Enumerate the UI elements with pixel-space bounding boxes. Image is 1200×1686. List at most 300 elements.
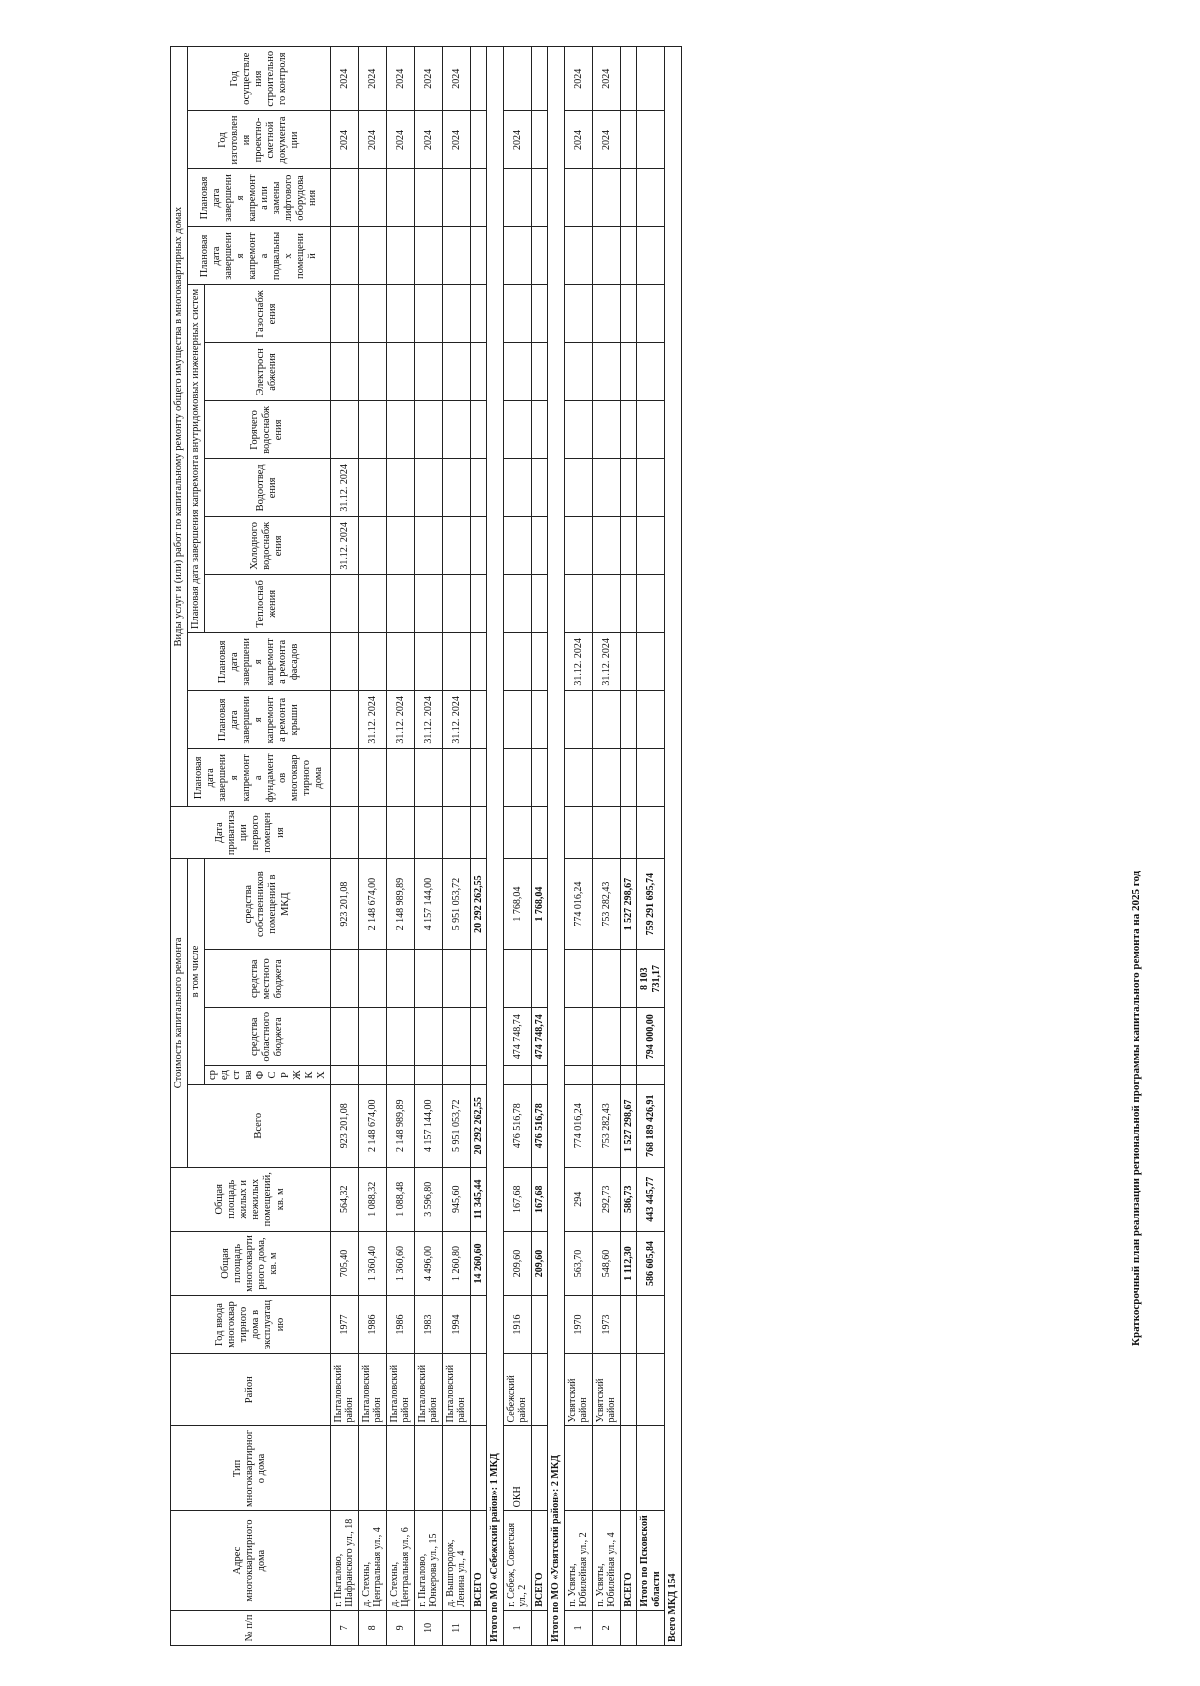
cell-hot — [442, 401, 470, 459]
cell-sewer — [592, 459, 620, 517]
cell-area-total: 209,60 — [503, 1231, 531, 1295]
cell-area-total: 705,40 — [330, 1231, 358, 1295]
header-works-group: Виды услуг и (или) работ по капитальному ремонту общего имущества в многоквартирных домах — [171, 47, 188, 807]
cell-area-rooms: 3 596,80 — [414, 1167, 442, 1231]
cell-gas — [531, 285, 548, 343]
cell-area-rooms: 443 445,77 — [637, 1167, 665, 1231]
cell-year — [637, 1296, 665, 1354]
cell-local — [531, 950, 548, 1008]
cell-owners: 753 282,43 — [592, 859, 620, 950]
cell-found — [442, 749, 470, 807]
cell-privat — [503, 807, 531, 859]
cell-fsr — [386, 1066, 414, 1085]
cell-roof — [637, 691, 665, 749]
cell-hot — [637, 401, 665, 459]
cell-local — [503, 950, 531, 1008]
cell-gas — [386, 285, 414, 343]
cell-area-rooms: 167,68 — [503, 1167, 531, 1231]
cell-owners: 774 016,24 — [564, 859, 592, 950]
cell-total: 5 951 053,72 — [442, 1084, 470, 1167]
cell-address: г. Себеж, Советская ул., 2 — [503, 1511, 531, 1610]
header-found: Плановая дата завершения капремонта фундаментов многоквартирного дома — [188, 749, 331, 807]
cell-elec — [358, 343, 386, 401]
cell-owners: 759 291 695,74 — [637, 859, 665, 950]
cell-gas — [414, 285, 442, 343]
cell-roof — [503, 691, 531, 749]
cell-heat — [358, 575, 386, 633]
cell-district — [531, 1354, 548, 1426]
cell-regional — [592, 1008, 620, 1066]
cell-basement — [503, 227, 531, 285]
cell-roof — [592, 691, 620, 749]
cell-gas — [442, 285, 470, 343]
cell-area-total: 586 605,84 — [637, 1231, 665, 1295]
cell-district — [637, 1354, 665, 1426]
cell-district: Пыталовский район — [414, 1354, 442, 1426]
cell-found — [620, 749, 637, 807]
cell-privat — [620, 807, 637, 859]
cell-address: г. Пыталово, Юнкерова ул., 15 — [414, 1511, 442, 1610]
cell-year — [470, 1296, 487, 1354]
table-body — [330, 47, 681, 1646]
cell-heat — [620, 575, 637, 633]
cell-privat — [330, 807, 358, 859]
cell-roof — [531, 691, 548, 749]
cell-num: 9 — [386, 1610, 414, 1645]
cell-basement — [414, 227, 442, 285]
cell-regional — [442, 1008, 470, 1066]
section-label: Итого по МО «Себежский район»: 1 МКД — [487, 47, 504, 1646]
cell-address: д. Вышгородок, Ленина ул., 4 — [442, 1511, 470, 1610]
cell-district — [620, 1354, 637, 1426]
cell-regional — [358, 1008, 386, 1066]
cell-regional — [470, 1008, 487, 1066]
cell-owners: 923 201,08 — [330, 859, 358, 950]
cell-hot — [620, 401, 637, 459]
cell-address: д. Стехны, Центральная ул., 4 — [358, 1511, 386, 1610]
cell-cold — [442, 517, 470, 575]
cell-area-rooms: 292,73 — [592, 1167, 620, 1231]
cell-found — [503, 749, 531, 807]
cell-year: 1977 — [330, 1296, 358, 1354]
cell-control: 2024 — [358, 47, 386, 112]
cell-area-rooms: 294 — [564, 1167, 592, 1231]
cell-year: 1973 — [592, 1296, 620, 1354]
section-row — [548, 47, 565, 1646]
cell-sewer — [414, 459, 442, 517]
header-roof: Плановая дата завершения капремонта ремонта крыши — [188, 691, 331, 749]
header-cost-group: Стоимость капитального ремонта — [171, 859, 188, 1168]
cell-district: Себежский район — [503, 1354, 531, 1426]
cell-facade — [470, 633, 487, 691]
cell-owners: 4 157 144,00 — [414, 859, 442, 950]
cell-found — [564, 749, 592, 807]
cell-total: 476 516,78 — [531, 1084, 548, 1167]
cell-area-total: 1 260,80 — [442, 1231, 470, 1295]
cell-district: Пыталовский район — [330, 1354, 358, 1426]
cell-elec — [503, 343, 531, 401]
header-basement: Плановая дата завершения капремонта подвальных помещений — [188, 227, 331, 285]
cell-roof — [564, 691, 592, 749]
cell-area-total: 1 112,30 — [620, 1231, 637, 1295]
cell-roof — [470, 691, 487, 749]
cell-sewer: 31.12. 2024 — [330, 459, 358, 517]
cell-control: 2024 — [564, 47, 592, 112]
cell-address: ВСЕГО — [470, 1511, 487, 1610]
cell-control — [503, 47, 531, 112]
cell-type — [442, 1426, 470, 1511]
cell-elec — [620, 343, 637, 401]
cell-roof: 31.12. 2024 — [442, 691, 470, 749]
cell-local — [442, 950, 470, 1008]
header-eng-group: Плановая дата завершения капремонта внутридомовых инженерных систем — [188, 285, 205, 633]
cell-basement — [470, 227, 487, 285]
cell-type — [358, 1426, 386, 1511]
repair-plan-table — [170, 46, 682, 1646]
cell-lift — [442, 169, 470, 227]
cell-year: 1970 — [564, 1296, 592, 1354]
cell-type — [637, 1426, 665, 1511]
cell-regional — [386, 1008, 414, 1066]
section-row — [487, 47, 504, 1646]
table-row — [564, 47, 592, 1646]
cell-owners: 20 292 262,55 — [470, 859, 487, 950]
cell-basement — [442, 227, 470, 285]
cell-found — [470, 749, 487, 807]
cell-design: 2024 — [414, 111, 442, 169]
cell-fsr — [414, 1066, 442, 1085]
cell-roof — [330, 691, 358, 749]
cell-fsr — [592, 1066, 620, 1085]
cell-area-total: 1 360,40 — [358, 1231, 386, 1295]
cell-basement — [620, 227, 637, 285]
cell-lift — [503, 169, 531, 227]
cell-owners: 2 148 674,00 — [358, 859, 386, 950]
cell-area-total: 14 260,60 — [470, 1231, 487, 1295]
section-row — [665, 47, 682, 1646]
cell-fsr — [637, 1066, 665, 1085]
cell-elec — [564, 343, 592, 401]
table-row — [358, 47, 386, 1646]
cell-fsr — [503, 1066, 531, 1085]
cell-num — [531, 1610, 548, 1645]
cell-cold — [503, 517, 531, 575]
cell-area-rooms: 945,60 — [442, 1167, 470, 1231]
cell-elec — [470, 343, 487, 401]
cell-design: 2024 — [358, 111, 386, 169]
cell-gas — [503, 285, 531, 343]
cell-design: 2024 — [503, 111, 531, 169]
cell-basement — [564, 227, 592, 285]
cell-area-rooms: 1 088,32 — [358, 1167, 386, 1231]
cell-elec — [414, 343, 442, 401]
cell-elec — [442, 343, 470, 401]
cell-cold: 31.12. 2024 — [330, 517, 358, 575]
cell-cold — [414, 517, 442, 575]
cell-gas — [470, 285, 487, 343]
cell-basement — [386, 227, 414, 285]
cell-design: 2024 — [564, 111, 592, 169]
cell-owners: 1 527 298,67 — [620, 859, 637, 950]
cell-num — [637, 1610, 665, 1645]
cell-hot — [564, 401, 592, 459]
cell-regional — [330, 1008, 358, 1066]
cell-local — [564, 950, 592, 1008]
cell-found — [386, 749, 414, 807]
cell-heat — [592, 575, 620, 633]
cell-found — [637, 749, 665, 807]
cell-lift — [330, 169, 358, 227]
cell-year — [531, 1296, 548, 1354]
header-owners: средства собственников помещений в МКД — [205, 859, 331, 950]
cell-cold — [386, 517, 414, 575]
cell-owners: 1 768,04 — [503, 859, 531, 950]
cell-roof: 31.12. 2024 — [358, 691, 386, 749]
cell-district — [470, 1354, 487, 1426]
cell-lift — [592, 169, 620, 227]
cell-sewer — [637, 459, 665, 517]
cell-elec — [637, 343, 665, 401]
cell-district: Пыталовский район — [386, 1354, 414, 1426]
cell-total: 2 148 989,89 — [386, 1084, 414, 1167]
header-lift: Плановая дата завершения капремонта или замены лифтового оборудования — [188, 169, 331, 227]
cell-lift — [386, 169, 414, 227]
header-design: Год изготовления проектно-сметной документации — [188, 111, 331, 169]
cell-hot — [470, 401, 487, 459]
cell-local: 8 103 731,17 — [637, 950, 665, 1008]
cell-basement — [592, 227, 620, 285]
cell-owners: 2 148 989,89 — [386, 859, 414, 950]
header-district: Район — [171, 1354, 331, 1426]
cell-type — [531, 1426, 548, 1511]
cell-privat — [414, 807, 442, 859]
cell-found — [531, 749, 548, 807]
cell-fsr — [470, 1066, 487, 1085]
cell-roof: 31.12. 2024 — [386, 691, 414, 749]
cell-type — [470, 1426, 487, 1511]
cell-district: Усвятский район — [592, 1354, 620, 1426]
cell-lift — [470, 169, 487, 227]
cell-found — [592, 749, 620, 807]
cell-area-total: 1 360,60 — [386, 1231, 414, 1295]
cell-type — [592, 1426, 620, 1511]
cell-cold — [637, 517, 665, 575]
cell-address: д. Стехны, Центральная ул., 6 — [386, 1511, 414, 1610]
cell-basement — [330, 227, 358, 285]
cell-lift — [358, 169, 386, 227]
header-hot: Горячего водоснабжения — [205, 401, 331, 459]
header-area-rooms: Общая площадь жилых и нежилых помещений, кв. м — [171, 1167, 331, 1231]
cell-year — [620, 1296, 637, 1354]
cell-num — [470, 1610, 487, 1645]
header-elec: Электроснабжения — [205, 343, 331, 401]
cell-elec — [592, 343, 620, 401]
header-incl: в том числе — [188, 859, 205, 1085]
header-regional: средства областного бюджета — [205, 1008, 331, 1066]
document-caption: Краткосрочный план реализации региональной программы капитального ремонта на 2025 год — [1130, 870, 1142, 1346]
cell-cold — [358, 517, 386, 575]
cell-district: Усвятский район — [564, 1354, 592, 1426]
cell-total: 753 282,43 — [592, 1084, 620, 1167]
cell-heat — [637, 575, 665, 633]
cell-facade — [414, 633, 442, 691]
cell-elec — [531, 343, 548, 401]
cell-design: 2024 — [386, 111, 414, 169]
cell-lift — [564, 169, 592, 227]
cell-control: 2024 — [442, 47, 470, 112]
cell-facade — [637, 633, 665, 691]
cell-fsr — [330, 1066, 358, 1085]
cell-district: Пыталовский район — [358, 1354, 386, 1426]
cell-heat — [414, 575, 442, 633]
cell-facade — [620, 633, 637, 691]
table-row — [414, 47, 442, 1646]
table-row — [592, 47, 620, 1646]
cell-heat — [503, 575, 531, 633]
cell-design — [620, 111, 637, 169]
cell-sewer — [442, 459, 470, 517]
cell-total: 2 148 674,00 — [358, 1084, 386, 1167]
cell-num: 10 — [414, 1610, 442, 1645]
cell-type — [620, 1426, 637, 1511]
cell-area-total: 4 496,00 — [414, 1231, 442, 1295]
cell-area-rooms: 167,68 — [531, 1167, 548, 1231]
cell-heat — [330, 575, 358, 633]
total-row — [637, 47, 665, 1646]
table-row — [330, 47, 358, 1646]
header-year: Год ввода многоквартирного дома в эксплуатацию — [171, 1296, 331, 1354]
cell-sewer — [531, 459, 548, 517]
cell-num: 11 — [442, 1610, 470, 1645]
cell-basement — [531, 227, 548, 285]
cell-sewer — [620, 459, 637, 517]
cell-privat — [470, 807, 487, 859]
cell-total: 1 527 298,67 — [620, 1084, 637, 1167]
cell-area-rooms: 11 345,44 — [470, 1167, 487, 1231]
header-local: средства местного бюджета — [205, 950, 331, 1008]
cell-regional — [564, 1008, 592, 1066]
cell-heat — [386, 575, 414, 633]
cell-regional — [620, 1008, 637, 1066]
cell-num: 8 — [358, 1610, 386, 1645]
header-type: Тип многоквартирного дома — [171, 1426, 331, 1511]
header-sewer: Водоотведения — [205, 459, 331, 517]
cell-hot — [592, 401, 620, 459]
cell-basement — [358, 227, 386, 285]
cell-lift — [637, 169, 665, 227]
cell-design: 2024 — [592, 111, 620, 169]
cell-facade: 31.12. 2024 — [592, 633, 620, 691]
cell-total: 923 201,08 — [330, 1084, 358, 1167]
cell-address: Итого по Псковской области — [637, 1511, 665, 1610]
header-cold: Холодного водоснабжения — [205, 517, 331, 575]
cell-total: 20 292 262,55 — [470, 1084, 487, 1167]
cell-gas — [564, 285, 592, 343]
cell-control — [637, 47, 665, 112]
cell-lift — [620, 169, 637, 227]
cell-control — [470, 47, 487, 112]
cell-area-total: 548,60 — [592, 1231, 620, 1295]
cell-local — [330, 950, 358, 1008]
cell-basement — [637, 227, 665, 285]
cell-cold — [620, 517, 637, 575]
cell-gas — [358, 285, 386, 343]
cell-facade — [503, 633, 531, 691]
cell-total: 774 016,24 — [564, 1084, 592, 1167]
cell-area-rooms: 586,73 — [620, 1167, 637, 1231]
total-row — [531, 47, 548, 1646]
cell-lift — [531, 169, 548, 227]
cell-year: 1986 — [358, 1296, 386, 1354]
cell-found — [414, 749, 442, 807]
cell-control: 2024 — [592, 47, 620, 112]
cell-found — [330, 749, 358, 807]
header-control: Год осуществления строительного контроля — [188, 47, 331, 112]
cell-found — [358, 749, 386, 807]
cell-hot — [386, 401, 414, 459]
cell-facade — [386, 633, 414, 691]
cell-owners: 5 951 053,72 — [442, 859, 470, 950]
cell-year: 1916 — [503, 1296, 531, 1354]
cell-area-total: 209,60 — [531, 1231, 548, 1295]
cell-lift — [414, 169, 442, 227]
cell-hot — [503, 401, 531, 459]
cell-hot — [330, 401, 358, 459]
cell-hot — [358, 401, 386, 459]
cell-type — [386, 1426, 414, 1511]
cell-design — [470, 111, 487, 169]
cell-roof — [620, 691, 637, 749]
cell-roof: 31.12. 2024 — [414, 691, 442, 749]
cell-year: 1986 — [386, 1296, 414, 1354]
cell-facade — [358, 633, 386, 691]
cell-privat — [592, 807, 620, 859]
cell-num: 1 — [564, 1610, 592, 1645]
cell-num: 7 — [330, 1610, 358, 1645]
header-address: Адрес многоквартирного дома — [171, 1511, 331, 1610]
cell-sewer — [503, 459, 531, 517]
section-label: Всего МКД 154 — [665, 47, 682, 1646]
cell-elec — [386, 343, 414, 401]
cell-design — [637, 111, 665, 169]
cell-hot — [531, 401, 548, 459]
cell-facade: 31.12. 2024 — [564, 633, 592, 691]
cell-cold — [531, 517, 548, 575]
cell-privat — [358, 807, 386, 859]
cell-cold — [564, 517, 592, 575]
cell-cold — [470, 517, 487, 575]
cell-local — [470, 950, 487, 1008]
cell-elec — [330, 343, 358, 401]
cell-heat — [564, 575, 592, 633]
header-area-total: Общая площадь многоквартирного дома, кв. м — [171, 1231, 331, 1295]
cell-regional: 474 748,74 — [503, 1008, 531, 1066]
cell-owners: 1 768,04 — [531, 859, 548, 950]
cell-facade — [330, 633, 358, 691]
cell-privat — [386, 807, 414, 859]
cell-sewer — [564, 459, 592, 517]
cell-privat — [531, 807, 548, 859]
cell-cold — [592, 517, 620, 575]
cell-privat — [564, 807, 592, 859]
cell-type — [414, 1426, 442, 1511]
cell-facade — [531, 633, 548, 691]
header-num: № п/п — [171, 1610, 331, 1645]
cell-address: п. Усвяты, Юбилейная ул., 2 — [564, 1511, 592, 1610]
cell-gas — [620, 285, 637, 343]
cell-sewer — [386, 459, 414, 517]
cell-privat — [442, 807, 470, 859]
